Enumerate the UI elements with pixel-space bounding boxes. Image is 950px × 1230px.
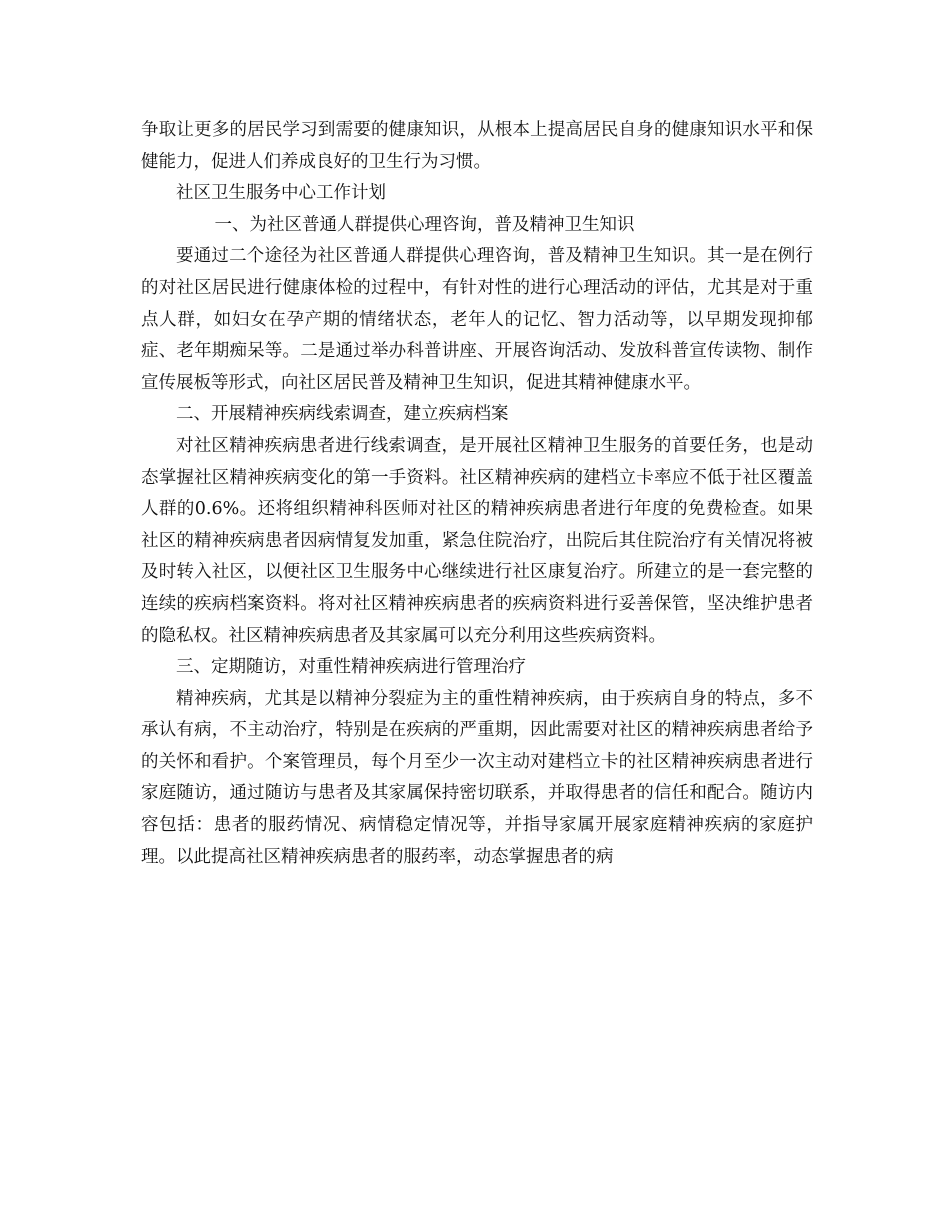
paragraph-section-2: 对社区精神疾病患者进行线索调查，是开展社区精神卫生服务的首要任务，也是动态掌握社区精神疾病变化的第一手资料。社区精神疾病的建档立卡率应不低于社区覆盖人群的0.6%。还将组织精神科医师对社区的精神疾病患者进行年度的免费检查。如果社区的精神疾病患者因病情复发加重，紧急住院治疗，出院后其住院治疗有关情况将被及时转入社区，以便社区卫生服务中心继续进行社区康复治疗。所建立的是一套完整的连续的疾病档案资料。将对社区精神疾病患者的疾病资料进行妥善保管，坚决维护患者的隐私权。社区精神疾病患者及其家属可以充分利用这些疾病资料。 [141,435,813,646]
heading-section-3: 三、定期随访，对重性精神疾病进行管理治疗 [176,657,526,678]
paragraph-continued: 争取让更多的居民学习到需要的健康知识，从根本上提高居民自身的健康知识水平和保健能力，促进人们养成良好的卫生行为习惯。 [141,120,813,172]
paragraph-section-1: 要通过二个途径为社区普通人群提供心理咨询，普及精神卫生知识。其一是在例行的对社区居民进行健康体检的过程中，有针对性的进行心理活动的评估，尤其是对于重点人群，如妇女在孕产期的情绪状态，老年人的记忆、智力活动等，以早期发现抑郁症、老年期痴呆等。二是通过举办科普讲座、开展咨询活动、发放科普宣传读物、制作宣传展板等形式，向社区居民普及精神卫生知识，促进其精神健康水平。 [141,246,813,393]
paragraph-section-3: 精神疾病，尤其是以精神分裂症为主的重性精神疾病，由于疾病自身的特点，多不承认有病，不主动治疗，特别是在疾病的严重期，因此需要对社区的精神疾病患者给予的关怀和看护。个案管理员，每个月至少一次主动对建档立卡的社区精神疾病患者进行家庭随访，通过随访与患者及其家属保持密切联系，并取得患者的信任和配合。随访内容包括：患者的服药情况、病情稳定情况等，并指导家属开展家庭精神疾病的家庭护理。以此提高社区精神疾病患者的服药率，动态掌握患者的病 [141,688,813,867]
heading-section-1: 一、为社区普通人群提供心理咨询，普及精神卫生知识 [214,214,635,235]
document-page [141,115,813,873]
section-title: 社区卫生服务中心工作计划 [176,183,386,204]
heading-section-2: 二、开展精神疾病线索调查，建立疾病档案 [176,404,509,425]
